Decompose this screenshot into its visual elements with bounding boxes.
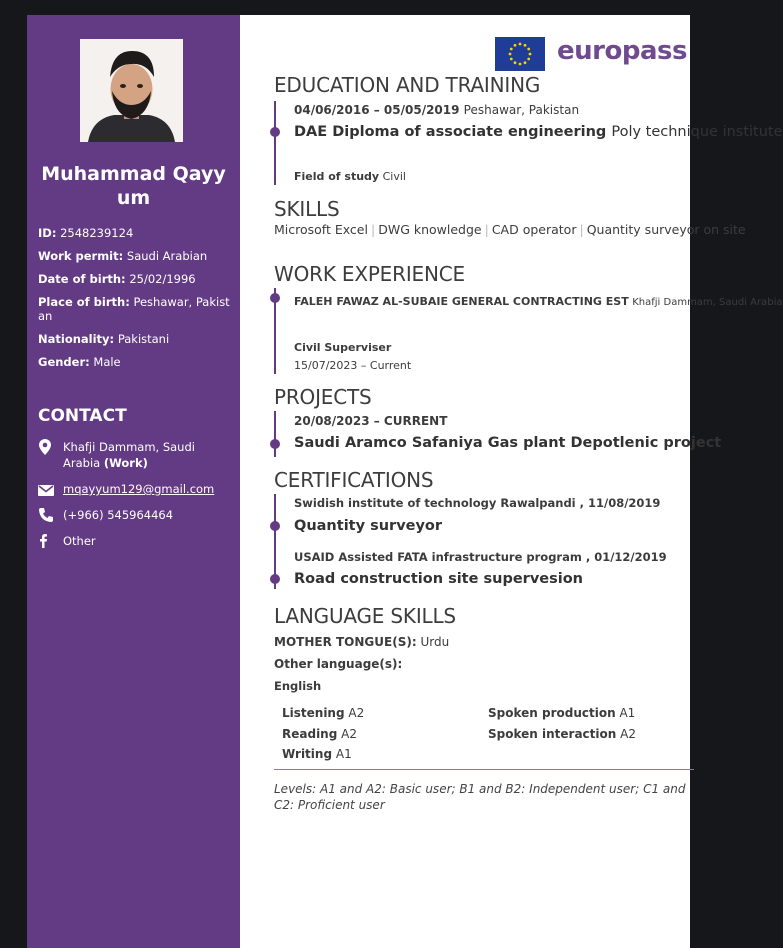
job-dates: 15/07/2023 – Current (294, 359, 412, 372)
address-text: Khafji Dammam, Saudi Arabia (63, 440, 195, 470)
contact-list (38, 439, 233, 549)
education-place: Peshawar, Pakistan (463, 103, 580, 117)
spoken-interaction-level: Spoken interaction A2 (488, 727, 636, 741)
field-of-study-value: Civil (382, 170, 406, 183)
education-heading: EDUCATION AND TRAINING (274, 73, 541, 97)
id-row (38, 226, 233, 240)
certification-name: Road construction site supervesion (294, 571, 583, 587)
certification-dot (270, 574, 280, 584)
mother-tongue (274, 635, 449, 649)
field-of-study (294, 170, 406, 183)
work-permit-value: Saudi Arabian (126, 249, 208, 263)
education-date (294, 103, 579, 117)
skill-item: CAD operator (491, 222, 577, 237)
main-content (274, 15, 783, 948)
eu-flag-icon (495, 37, 545, 71)
pob-row (38, 295, 233, 323)
phone-number: (+966) 545964464 (63, 508, 174, 522)
skills-heading: SKILLS (274, 197, 340, 221)
email-link[interactable]: mqayyum129@gmail.com (63, 482, 215, 496)
phone-icon (38, 507, 54, 523)
levels-note: Levels: A1 and A2: Basic user; B1 and B2: Independent user; C1 and C2: Proficient user (274, 782, 686, 812)
other-languages-label: Other language(s): (274, 657, 403, 671)
contact-other (38, 533, 233, 549)
work-permit-label: Work permit: (38, 249, 124, 263)
facebook-icon (38, 533, 54, 549)
skills-list: Microsoft Excel | DWG knowledge | CAD operator | Quantity surveyor on site (274, 222, 746, 237)
employer (294, 295, 783, 308)
writing-level: Writing A1 (282, 747, 352, 761)
contact-heading: CONTACT (38, 406, 127, 426)
contact-address (38, 439, 233, 471)
nationality-value: Pakistani (117, 332, 170, 346)
skill-item: Quantity surveyor on site (586, 222, 746, 237)
project-name: Saudi Aramco Safaniya Gas plant Depotlenic project (294, 435, 722, 451)
work-permit-row (38, 249, 233, 263)
other-text: Other (63, 534, 96, 548)
language-name: English (274, 679, 322, 693)
education-timeline (274, 101, 276, 185)
work-experience-heading: WORK EXPERIENCE (274, 262, 465, 286)
projects-timeline (274, 411, 276, 457)
gender-value: Male (93, 355, 121, 369)
personal-info (38, 226, 233, 378)
contact-email (38, 481, 233, 497)
certifications-heading: CERTIFICATIONS (274, 468, 434, 492)
dob-row (38, 272, 233, 286)
gender-row (38, 355, 233, 369)
cv-page (27, 15, 783, 948)
job-role: Civil Superviser (294, 341, 392, 354)
id-value: 2548239124 (60, 226, 134, 240)
spoken-production-level: Spoken production A1 (488, 706, 636, 720)
education-degree (294, 124, 783, 140)
address-type: (Work) (103, 456, 148, 470)
certification-dot (270, 521, 280, 531)
project-dot (270, 439, 280, 449)
skill-item: DWG knowledge (378, 222, 482, 237)
education-degree-name: DAE Diploma of associate engineering (294, 124, 607, 140)
europass-wordmark: europass (557, 36, 687, 66)
listening-level: Listening A2 (282, 706, 365, 720)
id-label: ID: (38, 226, 57, 240)
dob-value: 25/02/1996 (129, 272, 196, 286)
language-skills-heading: LANGUAGE SKILLS (274, 604, 456, 628)
location-pin-icon (38, 439, 54, 455)
sidebar (27, 15, 240, 948)
mother-tongue-value: Urdu (420, 635, 450, 649)
dob-label: Date of birth: (38, 272, 126, 286)
education-date-range: 04/06/2016 – 05/05/2019 (294, 103, 460, 117)
certification-issuer: Swidish institute of technology Rawalpandi , 11/08/2019 (294, 496, 661, 510)
project-date: 20/08/2023 – CURRENT (294, 414, 448, 428)
certification-issuer: USAID Assisted FATA infrastructure program , 01/12/2019 (294, 550, 667, 564)
projects-heading: PROJECTS (274, 385, 372, 409)
divider (274, 769, 694, 770)
reading-level: Reading A2 (282, 727, 357, 741)
nationality-label: Nationality: (38, 332, 115, 346)
certification-name: Quantity surveyor (294, 518, 443, 534)
nationality-row (38, 332, 233, 346)
employer-name: FALEH FAWAZ AL-SUBAIE GENERAL CONTRACTING EST (294, 295, 629, 308)
pob-value: Peshawar, Pakistan (38, 295, 230, 323)
education-dot (270, 127, 280, 137)
pob-label: Place of birth: (38, 295, 130, 309)
employer-location: Khafji Dammam, Saudi Arabia (632, 297, 783, 308)
profile-photo (80, 39, 183, 142)
skill-item: Microsoft Excel (274, 222, 368, 237)
mother-tongue-label: MOTHER TONGUE(S): (274, 635, 417, 649)
person-name: Muhammad Qayyum (41, 163, 226, 209)
education-institute-cont (294, 143, 465, 159)
field-of-study-label: Field of study (294, 170, 380, 183)
education-institute: Poly technique institute (611, 124, 783, 140)
work-dot (270, 293, 280, 303)
contact-phone (38, 507, 233, 523)
envelope-icon (38, 484, 54, 500)
gender-label: Gender: (38, 355, 90, 369)
